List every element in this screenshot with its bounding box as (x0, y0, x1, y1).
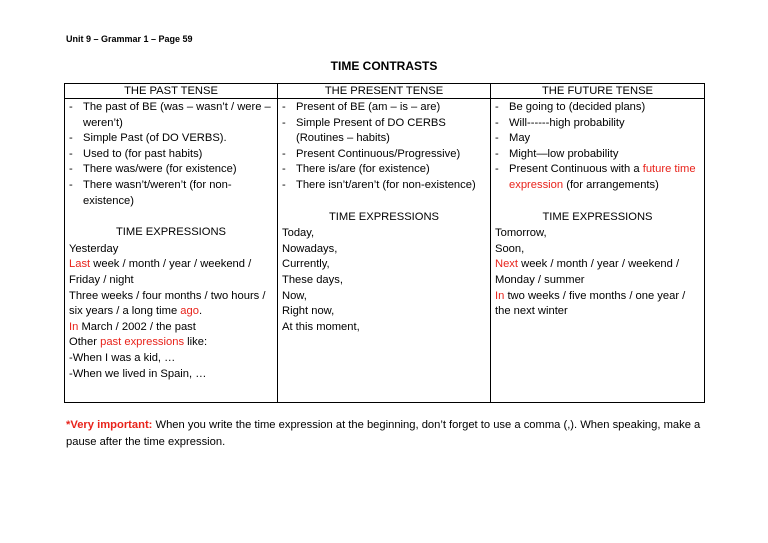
usage-text: Will------high probability (509, 116, 625, 129)
highlight-text: Last (69, 258, 91, 271)
expression-text: Tomorrow, (495, 227, 547, 240)
usage-item (69, 131, 273, 147)
highlight-text: In (495, 289, 505, 302)
time-expression (495, 226, 700, 242)
expression-text: Nowadays, (282, 242, 338, 255)
time-expression (282, 273, 486, 289)
time-expression (282, 226, 486, 242)
expression-text: At this moment, (282, 320, 360, 333)
expression-text: These days, (282, 273, 343, 286)
time-expression (282, 289, 486, 305)
expression-text: Yesterday (69, 242, 119, 255)
time-expression (282, 257, 486, 273)
usage-text: Present Continuous/Progressive) (296, 147, 461, 160)
column-future (491, 99, 705, 403)
time-expression (69, 257, 273, 288)
highlight-text: ago (180, 305, 199, 318)
expression-text: -When I was a kid, … (69, 351, 176, 364)
highlight-text: In (69, 320, 79, 333)
expression-text: Currently, (282, 258, 330, 271)
time-expression (69, 367, 273, 383)
highlight-text: future time expression (509, 163, 696, 191)
usage-item (495, 162, 700, 193)
expression-text: week / month / year / weekend / Monday / summer (495, 258, 680, 286)
table-header-row (65, 84, 705, 99)
expression-text: Three weeks / four months / two hours / six years / a long time (69, 289, 266, 318)
time-expression (69, 320, 273, 336)
usage-text: Present Continuous with a (509, 163, 643, 176)
time-expression (69, 335, 273, 351)
expression-text: Other (69, 336, 101, 349)
usage-item (282, 116, 486, 147)
time-expressions-heading: TIME EXPRESSIONS (115, 226, 227, 239)
table-row (65, 99, 705, 403)
note-text: When you write the time expression at the beginning, don’t forget to use a comma (,). When speaking, make a pause after the time expression. (66, 419, 701, 448)
column-present (278, 99, 491, 403)
column-past (65, 99, 278, 403)
usage-item (495, 100, 700, 116)
column-heading-future: THE FUTURE TENSE (491, 84, 705, 99)
usage-text: Simple Past (of DO VERBS). (83, 132, 227, 145)
expression-text: like: (184, 336, 208, 349)
expression-text: Right now, (282, 305, 335, 318)
usage-item (282, 100, 486, 116)
page-header: Unit 9 – Grammar 1 – Page 59 (66, 34, 193, 44)
time-expression (69, 242, 273, 258)
expression-text: . (198, 305, 203, 318)
time-expression (495, 242, 700, 258)
usage-text: There wasn’t/weren’t (for non-existence) (83, 178, 232, 207)
time-expression (282, 320, 486, 336)
important-note (66, 417, 706, 451)
usage-text: Present of BE (am – is – are) (296, 101, 441, 113)
usage-item (282, 147, 486, 163)
time-expression (495, 257, 700, 288)
usage-list (495, 100, 700, 194)
usage-item (282, 162, 486, 178)
time-expression (282, 304, 486, 320)
usage-text: (for arrangements) (563, 178, 659, 191)
time-expression (495, 289, 700, 320)
expression-text: two weeks / five months / one year / the next winter (495, 289, 686, 318)
usage-list (282, 100, 486, 194)
time-contrasts-table (64, 83, 705, 403)
highlight-text: Next (495, 258, 519, 271)
expression-text: Today, (282, 227, 315, 240)
expression-text: week / month / year / weekend / Friday / night (69, 258, 252, 286)
usage-text: There was/were (for existence) (83, 163, 237, 176)
usage-text: Used to (for past habits) (83, 147, 203, 160)
note-important-label: *Very important: (66, 419, 153, 431)
usage-item (69, 162, 273, 178)
usage-text: The past of BE (was – wasn’t / were – weren’t) (83, 101, 271, 129)
column-heading-present: THE PRESENT TENSE (278, 84, 491, 99)
usage-item (69, 100, 273, 131)
usage-item (69, 178, 273, 209)
usage-text: May (509, 132, 531, 145)
usage-text: Simple Present of DO CERBS (Routines – habits) (296, 116, 446, 145)
highlight-text: past expressions (100, 336, 185, 349)
expression-text: -When we lived in Spain, … (69, 367, 207, 380)
time-expression (282, 242, 486, 258)
time-expressions-heading: TIME EXPRESSIONS (328, 210, 440, 223)
usage-item (282, 178, 486, 194)
column-heading-past: THE PAST TENSE (65, 84, 278, 99)
usage-text: There is/are (for existence) (296, 163, 430, 176)
usage-list (69, 100, 273, 209)
usage-item (495, 116, 700, 132)
time-expression (69, 351, 273, 367)
page-title: TIME CONTRASTS (330, 59, 438, 73)
usage-text: There isn’t/aren’t (for non-existence) (296, 178, 476, 191)
usage-item (69, 147, 273, 163)
expression-text: Now, (282, 289, 307, 302)
time-expressions-heading: TIME EXPRESSIONS (542, 210, 653, 223)
usage-item (495, 131, 700, 147)
expression-text: Soon, (495, 242, 525, 255)
usage-text: Be going to (decided plans) (509, 101, 646, 113)
time-expression (69, 289, 273, 320)
usage-item (495, 147, 700, 163)
expression-text: March / 2002 / the past (78, 320, 196, 333)
usage-text: Might—low probability (509, 147, 619, 160)
